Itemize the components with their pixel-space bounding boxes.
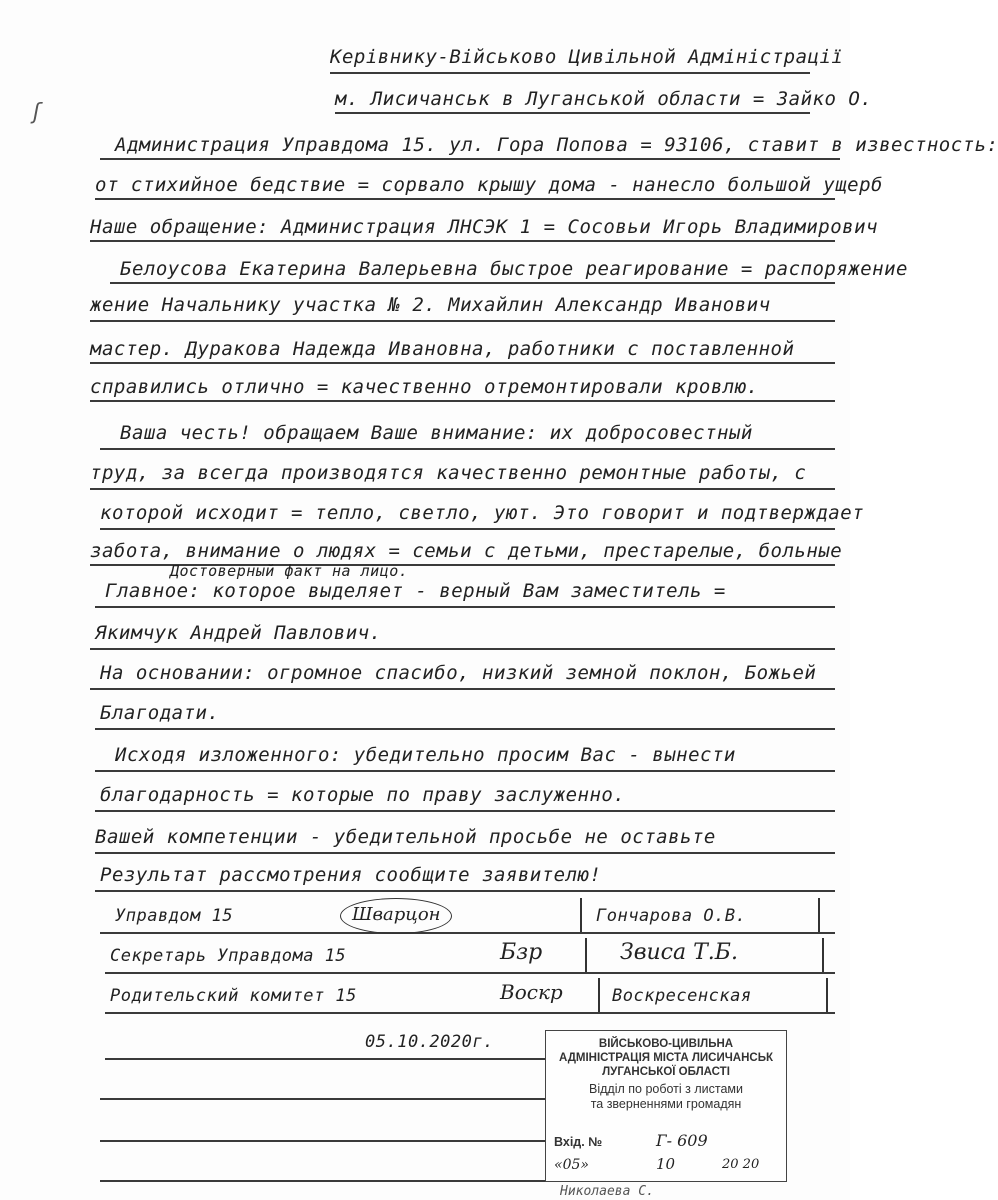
body-line-3: Наше обращение: Администрация ЛНСЭК 1 = Сосовьи Игорь Владимирович	[90, 216, 878, 238]
body-line-11: забота, внимание о людях = семьи с детьми, престарелые, больные	[90, 540, 843, 562]
body-line-14: На основании: огромное спасибо, низкий земной поклон, Божьей	[100, 662, 817, 684]
underline	[335, 112, 810, 114]
signature-2: Бзр	[500, 940, 543, 965]
divider	[826, 978, 828, 1012]
body-line-1: Администрация Управдома 15. ул. Гора Попова = 93106, ставит в известность:	[115, 134, 998, 156]
underline	[100, 1140, 545, 1142]
margin-mark: ʃ	[30, 100, 44, 125]
underline	[100, 448, 835, 450]
body-line-15: Благодати.	[100, 702, 220, 724]
body-line-16: Исходя изложенного: убедительно просим Вас - вынести	[115, 744, 736, 766]
underline	[95, 728, 835, 730]
body-line-2: от стихийное бедствие = сорвало крышу дома - нанесло большой ущерб	[95, 174, 883, 196]
underline	[95, 810, 835, 812]
underline	[100, 1098, 545, 1100]
stamp-incoming-number: Г- 609	[656, 1131, 708, 1150]
body-line-6: мастер. Дуракова Надежда Ивановна, работники с поставленной	[90, 338, 795, 360]
underline	[105, 972, 835, 974]
signature-label-2: Секретарь Управдома 15	[110, 946, 347, 966]
body-line-8: Ваша честь! обращаем Ваше внимание: их добросовестный	[120, 422, 753, 444]
stamp-incoming-label: Вхід. №	[554, 1135, 603, 1149]
body-line-13: Якимчук Андрей Павлович.	[95, 622, 382, 644]
underline	[100, 158, 840, 160]
divider	[822, 938, 824, 972]
body-line-7: справились отлично = качественно отремонтировали кровлю.	[90, 376, 759, 398]
stamp-line-4: Відділ по роботі з листами	[589, 1082, 743, 1096]
stamp-line-2: АДМІНІСТРАЦІЯ МІСТА ЛИСИЧАНСЬК	[558, 1052, 774, 1064]
underline	[90, 488, 835, 490]
signature-label-3: Родительский комитет 15	[110, 986, 357, 1006]
divider	[580, 898, 582, 932]
stamp-line-1: ВІЙСЬКОВО-ЦИВІЛЬНА	[598, 1038, 734, 1050]
signer-name-1: Гончарова О.В.	[596, 906, 747, 926]
underline	[95, 852, 835, 854]
divider	[585, 938, 587, 972]
body-line-4: Белоусова Екатерина Валерьевна быстрое реагирование = распоряжение	[120, 258, 908, 280]
underline	[95, 770, 835, 772]
stamp-line-5: та зверненнями громадян	[590, 1097, 742, 1111]
body-line-5: жение Начальнику участка № 2. Михайлин Александр Иванович	[90, 294, 771, 316]
body-line-18: Вашей компетенции - убедительной просьбе не оставьте	[95, 826, 716, 848]
signer-name-2: Звиса Т.Б.	[620, 940, 738, 965]
underline	[95, 890, 835, 892]
underline	[90, 240, 835, 242]
addressee-line: Керівнику-Військово Цивільной Адміністрації	[330, 46, 844, 68]
stamp-line-3: ЛУГАНСЬКОЇ ОБЛАСТІ	[602, 1066, 730, 1078]
underline	[95, 198, 835, 200]
body-line-12: Главное: которое выделяет - верный Вам заместитель =	[105, 580, 726, 602]
divider	[818, 898, 820, 932]
letter-date: 05.10.2020г.	[365, 1032, 494, 1052]
bottom-edge-text: Николаева С.	[560, 1184, 654, 1199]
underline	[100, 528, 835, 530]
body-line-19: Результат рассмотрения сообщите заявителю!	[100, 864, 602, 886]
stamp-date-year: 20 20	[722, 1157, 760, 1172]
body-line-9: труд, за всегда производятся качественно ремонтные работы, с	[90, 462, 807, 484]
underline	[90, 400, 835, 402]
underline	[100, 932, 835, 934]
body-line-10: которой исходит = тепло, светло, уют. Это говорит и подтверждает	[100, 502, 865, 524]
signature-3: Воскр	[500, 980, 563, 1004]
underline	[105, 1058, 545, 1060]
stamp-date-month: 10	[656, 1155, 676, 1173]
underline	[90, 362, 835, 364]
signature-1: Шварцон	[352, 904, 441, 925]
underline	[105, 1012, 835, 1014]
underline	[90, 648, 835, 650]
underline	[95, 606, 835, 608]
underline	[100, 1180, 545, 1182]
underline	[90, 688, 835, 690]
body-line-17: благодарность = которые по праву заслуженно.	[100, 784, 626, 806]
underline	[330, 72, 810, 74]
signer-name-3: Воскресенская	[612, 986, 752, 1006]
insert-note: Достоверный факт на лицо.	[170, 562, 409, 580]
underline	[90, 320, 835, 322]
divider	[598, 978, 600, 1012]
city-line: м. Лисичанськ в Луганськой области = Зайко О.	[335, 88, 873, 110]
stamp-date-day: «05»	[554, 1157, 589, 1173]
registration-stamp	[545, 1030, 787, 1182]
underline	[110, 282, 835, 284]
signature-label-1: Управдом 15	[115, 906, 234, 926]
